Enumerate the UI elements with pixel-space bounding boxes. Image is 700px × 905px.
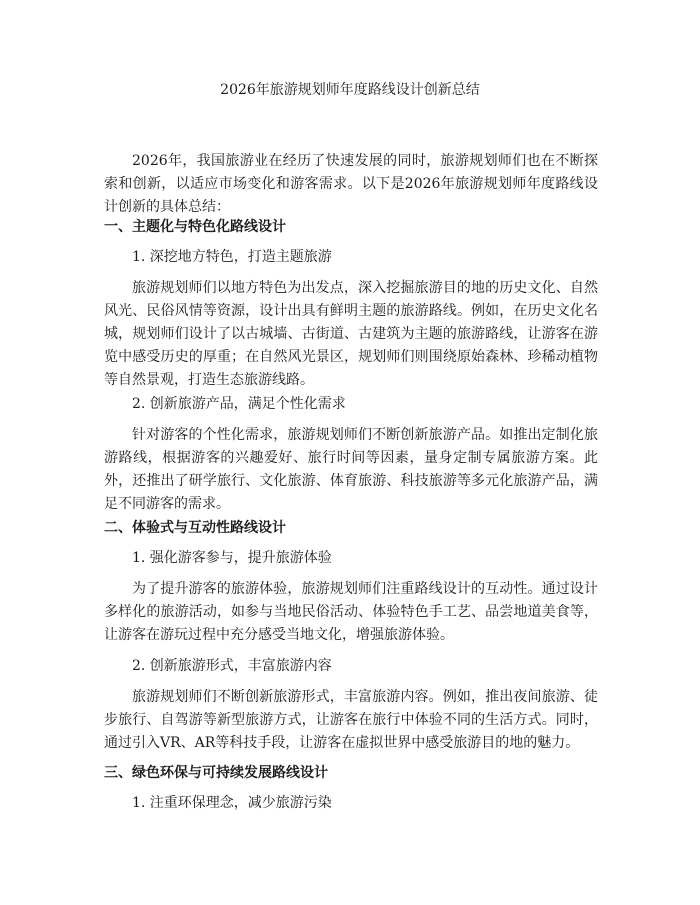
subheading-1-1: 1. 深挖地方特色，打造主题旅游 xyxy=(132,249,332,265)
subheading-2-1: 1. 强化游客参与，提升旅游体验 xyxy=(132,550,332,566)
section-heading-3: 三、绿色环保与可持续发展路线设计 xyxy=(104,765,328,781)
paragraph-1-2: 针对游客的个性化需求，旅游规划师们不断创新旅游产品。如推出定制化旅游路线，根据游客的兴趣爱好、旅行时间等因素，量身定制专属旅游方案。此外，还推出了研学旅行、文化旅游、体育旅游、科技旅游等多元化旅游产品，满足不同游客的需求。 xyxy=(104,427,598,512)
paragraph-1-1: 旅游规划师们以地方特色为出发点，深入挖掘旅游目的地的历史文化、自然风光、民俗风情等资源，设计出具有鲜明主题的旅游路线。例如，在历史文化名城，规划师们设计了以古城墙、古街道、古建筑为主题的旅游路线，让游客在游览中感受历史的厚重；在自然风光景区，规划师们则围绕原始森林、珍稀动植物等自然景观，打造生态旅游线路。 xyxy=(104,280,598,388)
document-title: 2026年旅游规划师年度路线设计创新总结 xyxy=(220,82,480,98)
subheading-2-2: 2. 创新旅游形式，丰富旅游内容 xyxy=(132,658,332,674)
section-heading-2: 二、体验式与互动性路线设计 xyxy=(104,520,286,536)
subheading-1-2: 2. 创新旅游产品，满足个性化需求 xyxy=(132,396,346,412)
subheading-3-1: 1. 注重环保理念，减少旅游污染 xyxy=(132,795,332,811)
section-heading-1: 一、主题化与特色化路线设计 xyxy=(104,219,286,235)
paragraph-2-1: 为了提升游客的旅游体验，旅游规划师们注重路线设计的互动性。通过设计多样化的旅游活动，如参与当地民俗活动、体验特色手工艺、品尝地道美食等，让游客在游玩过程中充分感受当地文化，增强旅游体验。 xyxy=(104,581,598,643)
paragraph-2-2: 旅游规划师们不断创新旅游形式，丰富旅游内容。例如，推出夜间旅游、徒步旅行、自驾游等新型旅游方式，让游客在旅行中体验不同的生活方式。同时，通过引入VR、AR等科技手段，让游客在虚拟世界中感受旅游目的地的魅力。 xyxy=(104,689,598,751)
intro-paragraph: 2026年，我国旅游业在经历了快速发展的同时，旅游规划师们也在不断探索和创新，以适应市场变化和游客需求。以下是2026年旅游规划师年度路线设计创新的具体总结： xyxy=(104,153,598,215)
